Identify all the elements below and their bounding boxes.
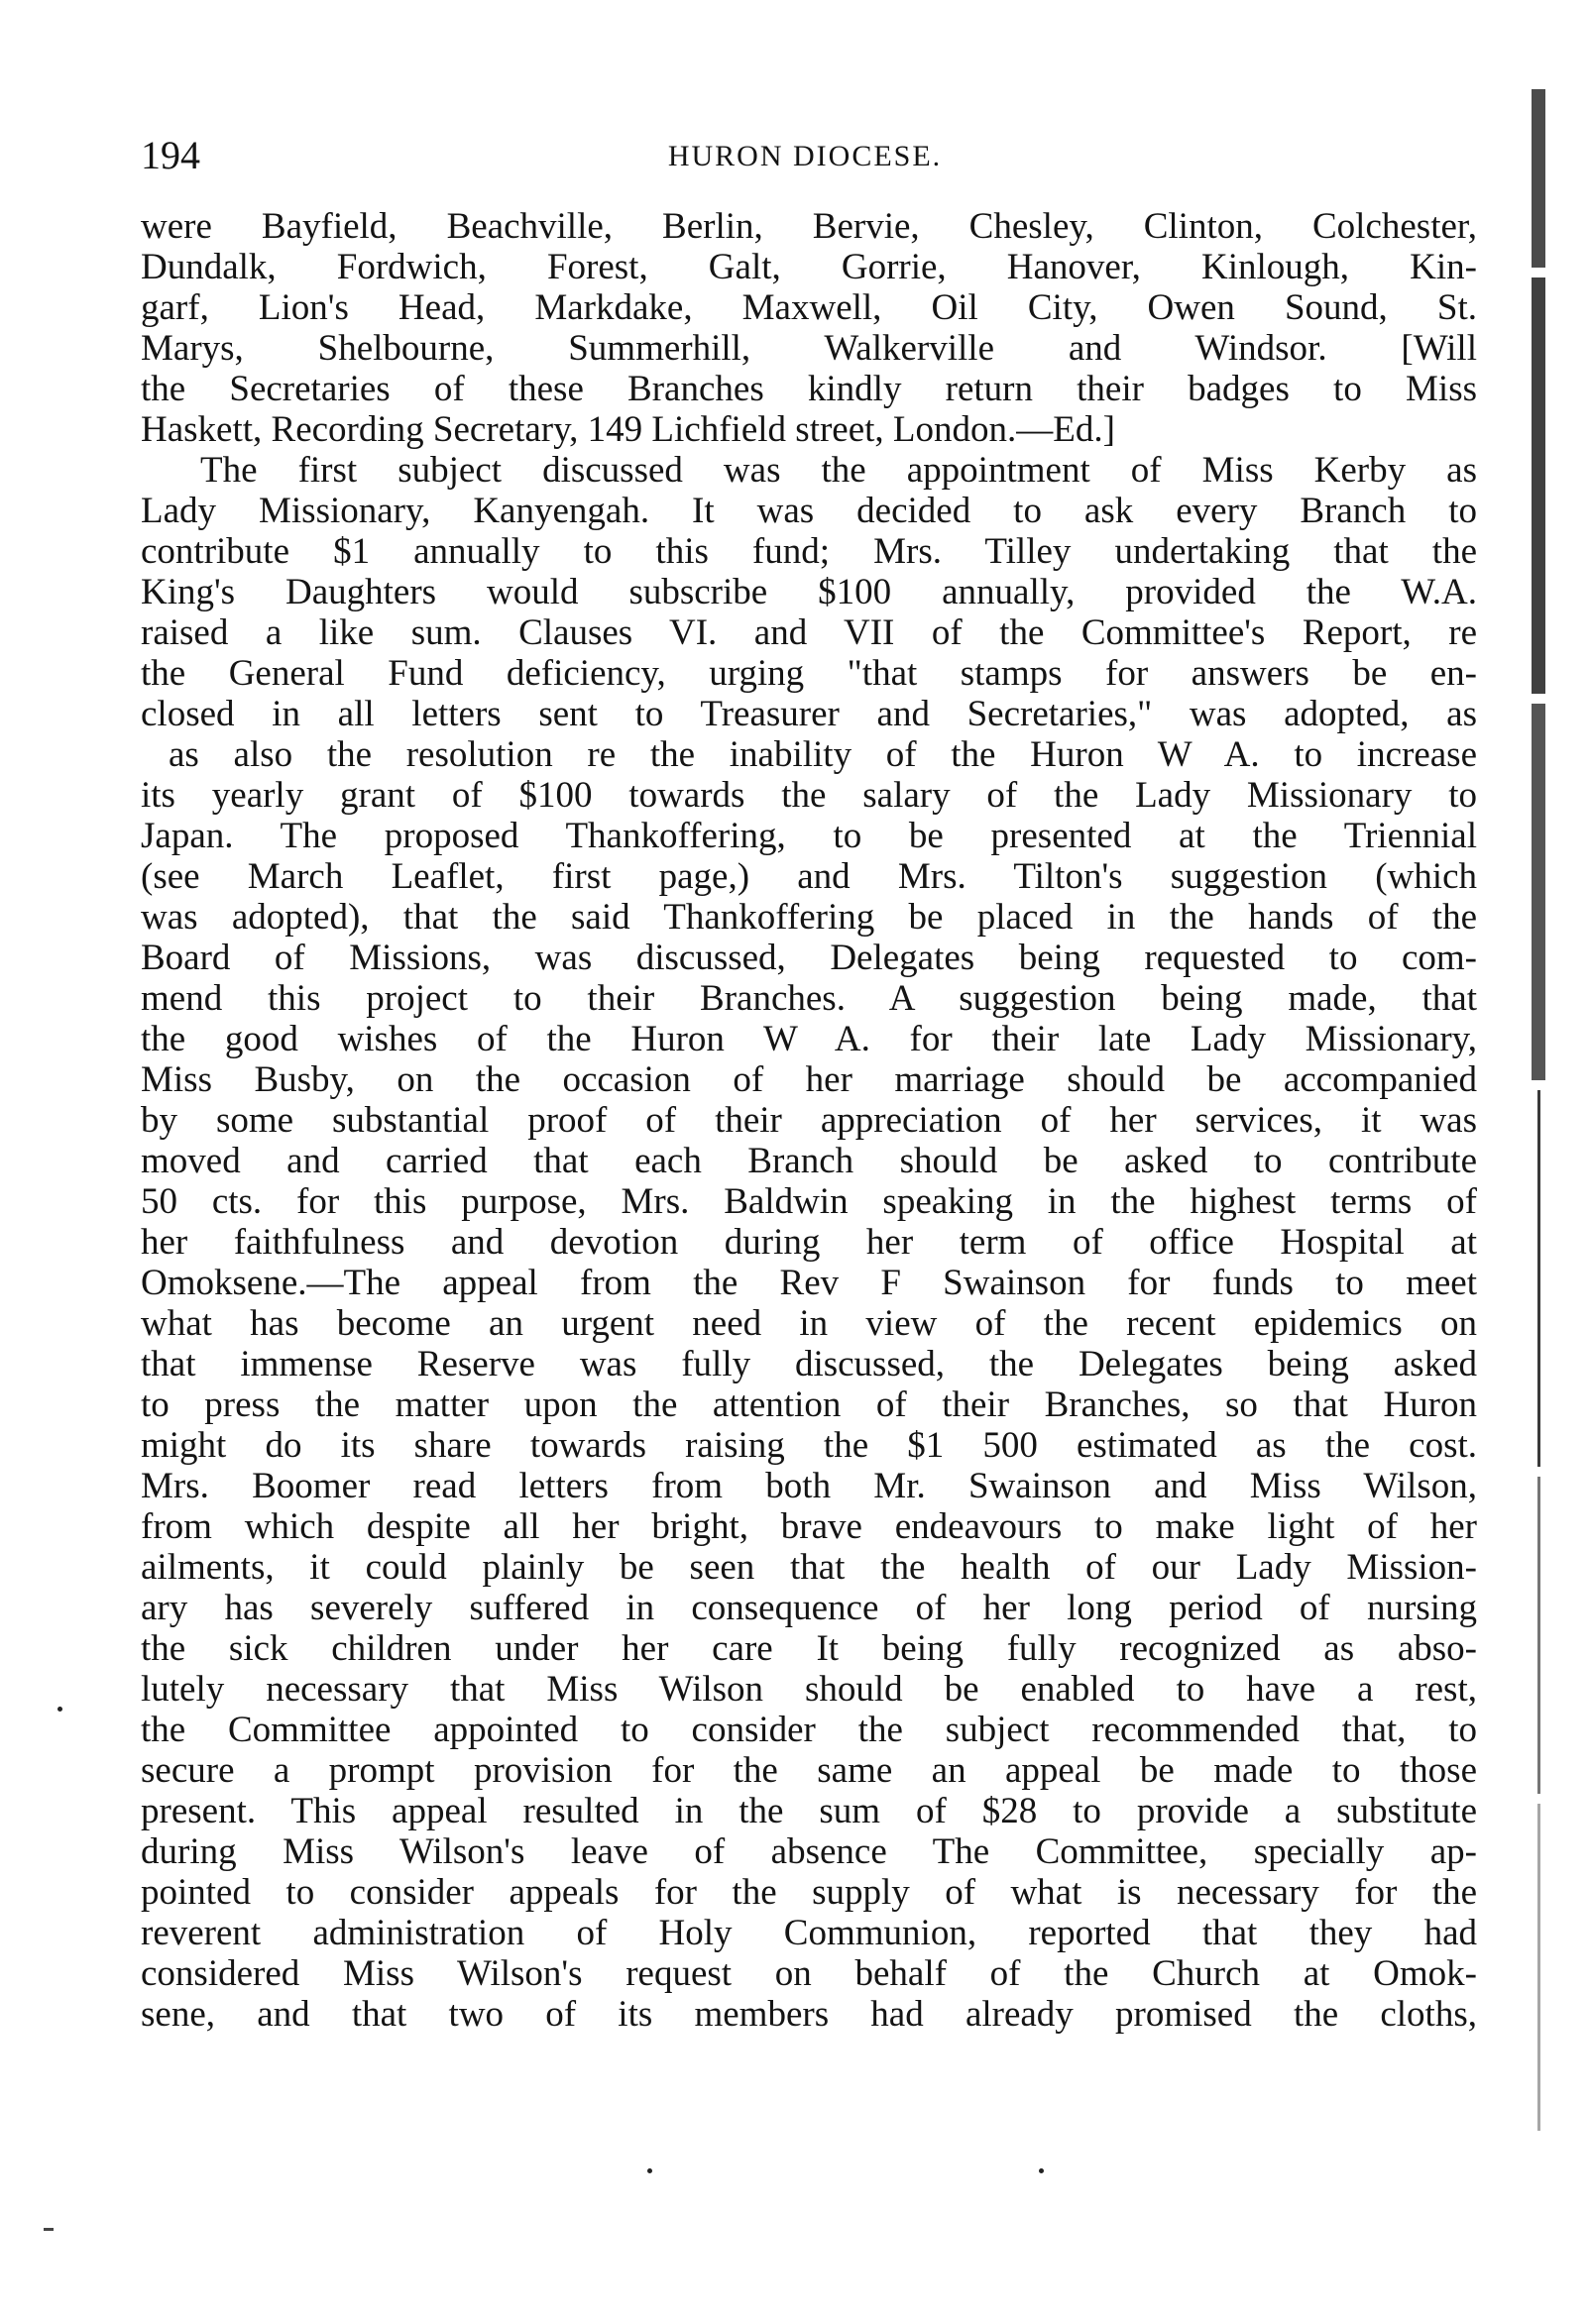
text-line: the Secretaries of these Branches kindly return their badges to Miss (141, 369, 1477, 409)
text-line: from which despite all her bright, brave endeavours to make light of her (141, 1506, 1477, 1547)
edge-shadow-segment (1537, 1477, 1540, 1794)
text-line: ailments, it could plainly be seen that the health of our Lady Mission- (141, 1547, 1477, 1588)
text-line: Miss Busby, on the occasion of her marriage should be accompanied (141, 1059, 1477, 1100)
text-line: the General Fund deficiency, urging "that stamps for answers be en- (141, 653, 1477, 694)
text-line: (see March Leaflet, first page,) and Mrs. Tilton's suggestion (which (141, 856, 1477, 897)
body-text (141, 206, 1477, 2035)
text-line: sene, and that two of its members had already promised the cloths, (141, 1994, 1477, 2035)
text-line: moved and carried that each Branch should be asked to contribute (141, 1141, 1477, 1181)
page-header (141, 131, 1469, 180)
text-line: pointed to consider appeals for the supply of what is necessary for the (141, 1872, 1477, 1913)
edge-shadow-segment (1532, 89, 1545, 268)
text-line: during Miss Wilson's leave of absence The Committee, specially ap- (141, 1831, 1477, 1872)
paragraph-start-line: The first subject discussed was the appointment of Miss Kerby as (200, 450, 1477, 491)
text-line: her faithfulness and devotion during her term of office Hospital at (141, 1222, 1477, 1263)
text-line: Japan. The proposed Thankoffering, to be presented at the Triennial (141, 816, 1477, 856)
text-line: was adopted), that the said Thankoffering be placed in the hands of the (141, 897, 1477, 938)
text-line: secure a prompt provision for the same an appeal be made to those (141, 1750, 1477, 1791)
text-line: Lady Missionary, Kanyengah. It was decided to ask every Branch to (141, 491, 1477, 531)
text-line: King's Daughters would subscribe $100 annually, provided the W.A. (141, 572, 1477, 612)
text-line: raised a like sum. Clauses VI. and VII of the Committee's Report, re (141, 612, 1477, 653)
text-line: to press the matter upon the attention of their Branches, so that Huron (141, 1384, 1477, 1425)
page-number: 194 (141, 133, 200, 177)
text-line: by some substantial proof of their appreciation of her services, it was (141, 1100, 1477, 1141)
text-line: contribute $1 annually to this fund; Mrs. Tilley undertaking that the (141, 531, 1477, 572)
text-line: as also the resolution re the inability of the Huron W A. to increase (169, 734, 1477, 775)
text-line: were Bayfield, Beachville, Berlin, Bervie, Chesley, Clinton, Colchester, (141, 206, 1477, 247)
scan-speck (57, 1707, 62, 1712)
running-head: HURON DIOCESE. (667, 140, 943, 172)
text-line: ary has severely suffered in consequence of her long period of nursing (141, 1588, 1477, 1628)
text-line: garf, Lion's Head, Markdake, Maxwell, Oil City, Owen Sound, St. (141, 287, 1477, 328)
scan-speck (647, 2168, 652, 2173)
text-line: that immense Reserve was fully discussed, the Delegates being asked (141, 1344, 1477, 1384)
edge-shadow-segment (1537, 1804, 1540, 2131)
text-line: Mrs. Boomer read letters from both Mr. Swainson and Miss Wilson, (141, 1466, 1477, 1506)
scan-speck (44, 2228, 54, 2231)
text-line: Haskett, Recording Secretary, 149 Lichfield street, London.—Ed.] (141, 409, 1115, 450)
binding-edge-shadow (1522, 50, 1563, 2190)
text-line: might do its share towards raising the $1 500 estimated as the cost. (141, 1425, 1477, 1466)
text-line: 50 cts. for this purpose, Mrs. Baldwin speaking in the highest terms of (141, 1181, 1477, 1222)
text-line: Dundalk, Fordwich, Forest, Galt, Gorrie, Hanover, Kinlough, Kin- (141, 247, 1477, 287)
text-line: reverent administration of Holy Communion, reported that they had (141, 1913, 1477, 1953)
text-line: mend this project to their Branches. A suggestion being made, that (141, 978, 1477, 1019)
text-line: what has become an urgent need in view of the recent epidemics on (141, 1303, 1477, 1344)
text-line: lutely necessary that Miss Wilson should be enabled to have a rest, (141, 1669, 1477, 1710)
scan-speck (1039, 2168, 1044, 2173)
text-line: Board of Missions, was discussed, Delegates being requested to com- (141, 938, 1477, 978)
text-line: the good wishes of the Huron W A. for their late Lady Missionary, (141, 1019, 1477, 1059)
text-line: its yearly grant of $100 towards the salary of the Lady Missionary to (141, 775, 1477, 816)
text-line: the Committee appointed to consider the subject recommended that, to (141, 1710, 1477, 1750)
edge-shadow-segment (1537, 1090, 1540, 1467)
text-line: closed in all letters sent to Treasurer and Secretaries," was adopted, as (141, 694, 1477, 734)
edge-shadow-segment (1532, 704, 1545, 1080)
text-line: present. This appeal resulted in the sum of $28 to provide a substitute (141, 1791, 1477, 1831)
text-line: Marys, Shelbourne, Summerhill, Walkerville and Windsor. [Will (141, 328, 1477, 369)
edge-shadow-segment (1532, 277, 1545, 694)
text-line: considered Miss Wilson's request on behalf of the Church at Omok- (141, 1953, 1477, 1994)
text-line: the sick children under her care It being fully recognized as abso- (141, 1628, 1477, 1669)
text-line: Omoksene.—The appeal from the Rev F Swainson for funds to meet (141, 1263, 1477, 1303)
